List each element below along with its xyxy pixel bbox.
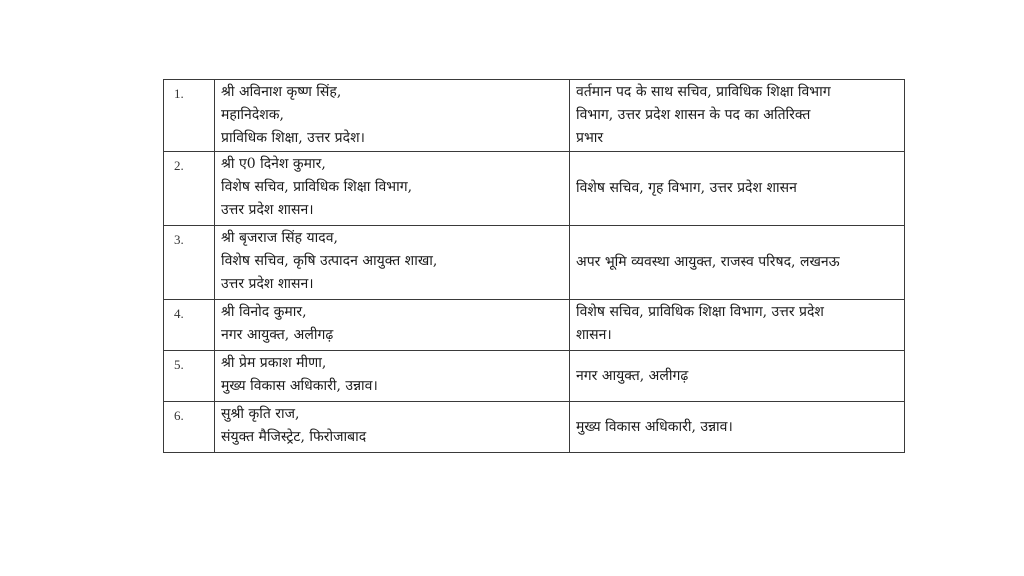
transfer-order-table [163, 79, 905, 453]
officer-name-line: सुश्री कृति राज, [221, 406, 300, 422]
officer-name-cell [215, 80, 570, 152]
officer-designation-line: महानिदेशक, [221, 107, 284, 123]
table-row [164, 226, 905, 300]
officer-designation-line: विशेष सचिव, प्राविधिक शिक्षा विभाग, [221, 179, 413, 195]
table-row [164, 300, 905, 351]
new-posting-cell [570, 300, 905, 351]
serial-number: 5. [164, 351, 215, 402]
officer-name-cell [215, 226, 570, 300]
officer-name-line: श्री विनोद कुमार, [221, 304, 307, 320]
officer-designation-line: प्राविधिक शिक्षा, उत्तर प्रदेश। [221, 130, 365, 146]
table-row [164, 351, 905, 402]
new-posting-cell [570, 402, 905, 453]
table-row [164, 152, 905, 226]
posting-line: अपर भूमि व्यवस्था आयुक्त, राजस्व परिषद, लखनऊ [576, 254, 840, 270]
posting-line: शासन। [576, 327, 612, 343]
posting-line: विभाग, उत्तर प्रदेश शासन के पद का अतिरिक्त [576, 107, 811, 123]
serial-number: 3. [164, 226, 215, 300]
officer-name-line: श्री बृजराज सिंह यादव, [221, 230, 338, 246]
posting-line: नगर आयुक्त, अलीगढ़ [576, 367, 689, 384]
officer-designation-line: मुख्य विकास अधिकारी, उन्नाव। [221, 378, 378, 394]
officer-designation-line: उत्तर प्रदेश शासन। [221, 276, 314, 292]
new-posting-cell [570, 226, 905, 300]
new-posting-cell [570, 152, 905, 226]
new-posting-cell [570, 80, 905, 152]
posting-line: प्रभार [576, 130, 604, 146]
officer-designation-line: संयुक्त मैजिस्ट्रेट, फिरोजाबाद [221, 429, 367, 445]
officer-designation-line: विशेष सचिव, कृषि उत्पादन आयुक्त शाखा, [221, 253, 438, 269]
table-row [164, 80, 905, 152]
serial-number: 6. [164, 402, 215, 453]
posting-line: वर्तमान पद के साथ सचिव, प्राविधिक शिक्षा विभाग [576, 84, 831, 100]
table-row [164, 402, 905, 453]
serial-number: 2. [164, 152, 215, 226]
officer-designation-line: उत्तर प्रदेश शासन। [221, 202, 314, 218]
officer-name-line: श्री ए0 दिनेश कुमार, [221, 156, 326, 172]
new-posting-cell [570, 351, 905, 402]
posting-line: विशेष सचिव, गृह विभाग, उत्तर प्रदेश शासन [576, 180, 797, 196]
officer-name-line: श्री अविनाश कृष्ण सिंह, [221, 84, 342, 100]
officer-name-line: श्री प्रेम प्रकाश मीणा, [221, 355, 327, 371]
officer-name-cell [215, 300, 570, 351]
serial-number: 1. [164, 80, 215, 152]
posting-line: मुख्य विकास अधिकारी, उन्नाव। [576, 418, 733, 435]
posting-line: विशेष सचिव, प्राविधिक शिक्षा विभाग, उत्तर प्रदेश [576, 304, 824, 320]
officer-designation-line: नगर आयुक्त, अलीगढ़ [221, 327, 334, 343]
officer-name-cell [215, 351, 570, 402]
serial-number: 4. [164, 300, 215, 351]
officer-name-cell [215, 152, 570, 226]
officer-name-cell [215, 402, 570, 453]
